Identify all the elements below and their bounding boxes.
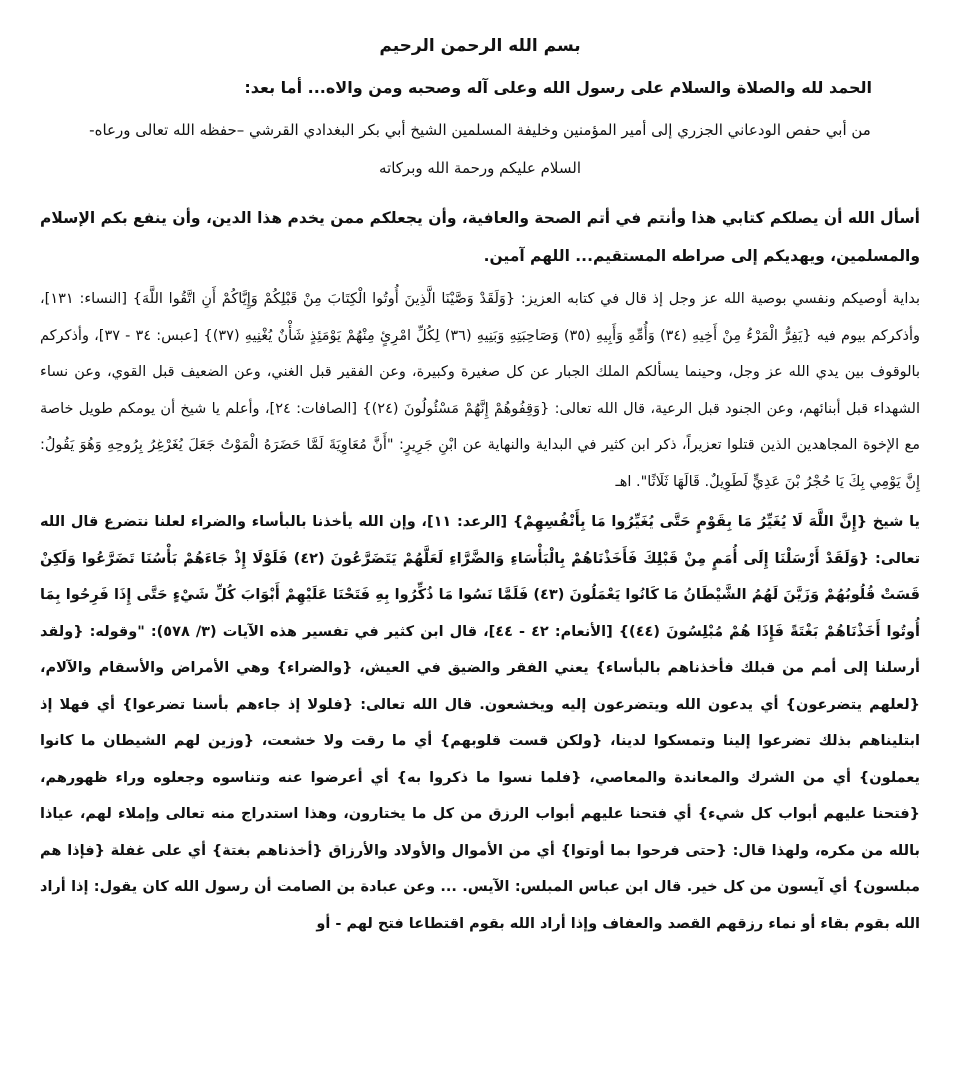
body-paragraph-1: بداية أوصيكم ونفسي بوصية الله عز وجل إذ قال في كتابه العزيز: {وَلَقَدْ وَصَّيْنَا الَّذِينَ أُوتُوا الْكِتَابَ مِنْ قَبْلِكُمْ وَإِيَّاكُمْ أَنِ اتَّقُوا اللَّهَ} [النساء: ١٣١]، وأذكركم بيوم فيه {يَفِرُّ الْمَرْءُ مِنْ أَخِيهِ (٣٤) وَأُمِّهِ وَأَبِيهِ (٣٥) وَصَاحِبَتِهِ وَبَنِيهِ (٣٦) لِكُلِّ امْرِئٍ مِنْهُمْ يَوْمَئِذٍ شَأْنٌ يُغْنِيهِ (٣٧)} [عبس: ٣٤ - ٣٧]، وأذكركم بالوقوف بين يدي الله عز وجل، وحينما يسألكم الملك الجبار عن كل صغيرة وكبيرة، وعن الفقير قبل الغني، وعن الضعيف قبل القوي، وعن نساء الشهداء قبل أبنائهم، وعن الجنود قبل الرعية، قال الله تعالى: {وَقِفُوهُمْ إِنَّهُمْ مَسْئُولُونَ (٢٤)} [الصافات: ٢٤]، وأعلم يا شيخ أن يومكم طويل خاصة مع الإخوة المجاهدين الذين قتلوا تعزيراً، ذكر ابن كثير في البداية والنهاية عن ابْنِ جَرِيرٍ: "أَنَّ مُعَاوِيَةَ لَمَّا حَضَرَهُ الْمَوْتُ جَعَلَ يُغَرْغِرُ بِرُوحِهِ وَهُوَ يَقُولُ: إِنَّ يَوْمِي بِكَ يَا حُجْرُ بْنَ عَدِيٍّ لَطَوِيلٌ. قَالَهَا ثَلَاثًا". اهـ [40, 291, 920, 490]
hamd-line: الحمد لله والصلاة والسلام على رسول الله وعلى آله وصحبه ومن والاه... أما بعد: [244, 78, 872, 97]
body-paragraph-2: يا شيخ {إِنَّ اللَّهَ لَا يُغَيِّرُ مَا بِقَوْمٍ حَتَّى يُغَيِّرُوا مَا بِأَنْفُسِهِمْ} [الرعد: ١١]، وإن الله يأخذنا بالبأساء والضراء لعلنا نتضرع قال الله تعالى: {وَلَقَدْ أَرْسَلْنَا إِلَى أُمَمٍ مِنْ قَبْلِكَ فَأَخَذْنَاهُمْ بِالْبَأْسَاءِ وَالضَّرَّاءِ لَعَلَّهُمْ يَتَضَرَّعُونَ (٤٢) فَلَوْلَا إِذْ جَاءَهُمْ بَأْسُنَا تَضَرَّعُوا وَلَكِنْ قَسَتْ قُلُوبُهُمْ وَزَيَّنَ لَهُمُ الشَّيْطَانُ مَا كَانُوا يَعْمَلُونَ (٤٣) فَلَمَّا نَسُوا مَا ذُكِّرُوا بِهِ فَتَحْنَا عَلَيْهِمْ أَبْوَابَ كُلِّ شَيْءٍ حَتَّى إِذَا فَرِحُوا بِمَا أُوتُوا أَخَذْنَاهُمْ بَغْتَةً فَإِذَا هُمْ مُبْلِسُونَ (٤٤)} [الأنعام: ٤٢ - ٤٤]، قال ابن كثير في تفسير هذه الآيات (٣/ ٥٧٨): "وقوله: {ولقد أرسلنا إلى أمم من قبلك فأخذناهم بالبأساء} يعني الفقر والضيق في العيش، {والضراء} وهي الأمراض والأسقام والآلام، {لعلهم يتضرعون} أي يدعون الله ويتضرعون إليه ويخشعون. قال الله تعالى: {فلولا إذ جاءهم بأسنا تضرعوا} أي فهلا إذ ابتليناهم بذلك تضرعوا إلينا وتمسكوا لدينا، {ولكن قست قلوبهم} أي ما رقت ولا خشعت، {وزين لهم الشيطان ما كانوا يعملون} أي من الشرك والمعاندة والمعاصي، {فلما نسوا ما ذكروا به} أي أعرضوا عنه وتناسوه وجعلوه وراء ظهورهم، {فتحنا عليهم أبواب كل شيء} أي فتحنا عليهم أبواب الرزق من كل ما يختارون، وهذا استدراج منه تعالى وإملاء لهم، عياذا بالله من مكره، ولهذا قال: {حتى فرحوا بما أوتوا} أي من الأموال والأولاد والأرزاق {أخذناهم بغتة} أي على غفلة {فإذا هم مبلسون} أي آيسون من كل خير. قال ابن عباس المبلس: الآيس. ... وعن عبادة بن الصامت أن رسول الله كان يقول: إذا أراد الله بقوم بقاء أو نماء رزقهم القصد والعفاف وإذا أراد الله بقوم اقتطاعا فتح لهم - أو [40, 514, 921, 932]
dua-paragraph: أسأل الله أن يصلكم كتابي هذا وأنتم في أتم الصحة والعافية، وأن يجعلكم ممن يخدم هذا الدين، وأن ينفع بكم الإسلام والمسلمين، ويهديكم إلى صراطه المستقيم... اللهم آمين. [40, 209, 920, 265]
basmala-heading: بسم الله الرحمن الرحيم [379, 36, 581, 56]
sender-recipient-line: من أبي حفص الودعاني الجزري إلى أمير المؤمنين وخليفة المسلمين الشيخ أبي بكر البغدادي القرشي –حفظه الله تعالى ورعاه- [89, 121, 871, 139]
greeting-line: السلام عليكم ورحمة الله وبركاته [379, 159, 581, 177]
letter-page [40, 30, 920, 946]
